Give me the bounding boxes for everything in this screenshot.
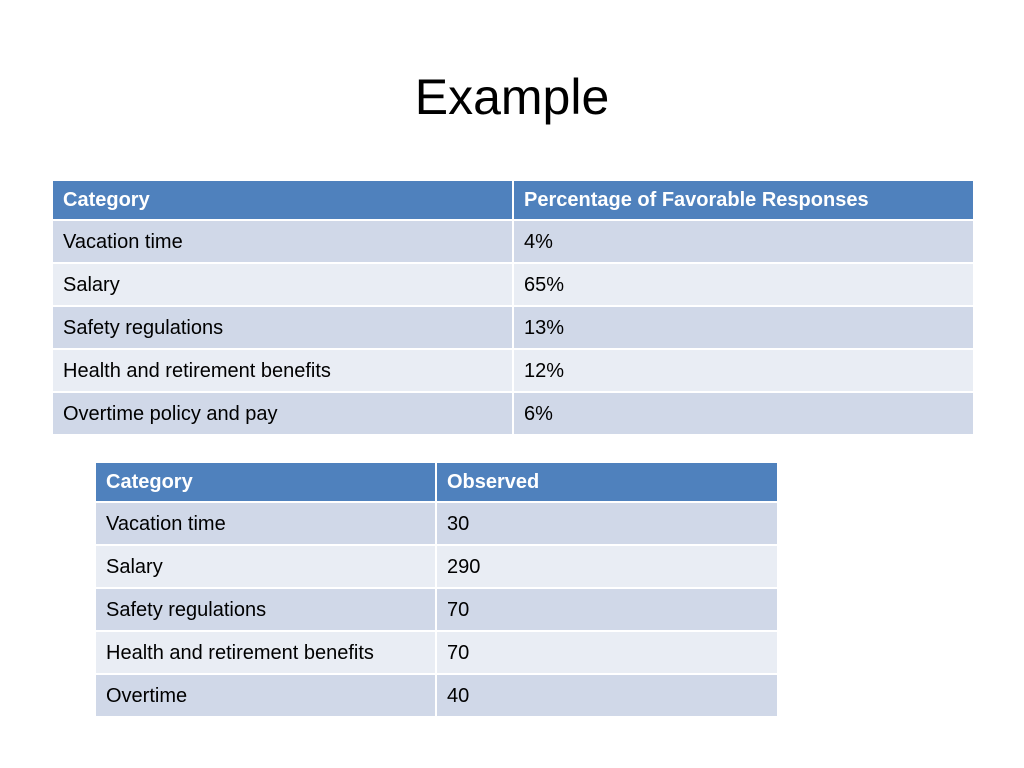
category-cell: Health and retirement benefits — [95, 631, 436, 674]
observed-cell: 70 — [436, 588, 778, 631]
table-row — [95, 502, 778, 545]
category-cell: Safety regulations — [95, 588, 436, 631]
percentage-cell: 6% — [513, 392, 974, 435]
table-row — [95, 545, 778, 588]
column-header-category: Category — [52, 180, 513, 220]
observed-cell: 30 — [436, 502, 778, 545]
percentage-cell: 13% — [513, 306, 974, 349]
observed-cell: 70 — [436, 631, 778, 674]
table-row — [52, 220, 974, 263]
table-header-row — [95, 462, 778, 502]
category-cell: Safety regulations — [52, 306, 513, 349]
percentage-cell: 4% — [513, 220, 974, 263]
observed-cell: 290 — [436, 545, 778, 588]
category-cell: Overtime — [95, 674, 436, 717]
table-row — [52, 349, 974, 392]
observed-counts-table — [94, 461, 779, 718]
table-row — [52, 392, 974, 435]
table-row — [52, 306, 974, 349]
table-row — [95, 588, 778, 631]
observed-cell: 40 — [436, 674, 778, 717]
percentage-cell: 12% — [513, 349, 974, 392]
category-cell: Vacation time — [52, 220, 513, 263]
table-header-row — [52, 180, 974, 220]
column-header-percentage: Percentage of Favorable Responses — [513, 180, 974, 220]
table-row — [95, 631, 778, 674]
category-cell: Vacation time — [95, 502, 436, 545]
slide-title: Example — [414, 69, 610, 125]
category-cell: Health and retirement benefits — [52, 349, 513, 392]
favorable-responses-table — [51, 179, 975, 436]
percentage-cell: 65% — [513, 263, 974, 306]
column-header-category: Category — [95, 462, 436, 502]
category-cell: Salary — [52, 263, 513, 306]
table-row — [52, 263, 974, 306]
column-header-observed: Observed — [436, 462, 778, 502]
category-cell: Salary — [95, 545, 436, 588]
category-cell: Overtime policy and pay — [52, 392, 513, 435]
table-row — [95, 674, 778, 717]
